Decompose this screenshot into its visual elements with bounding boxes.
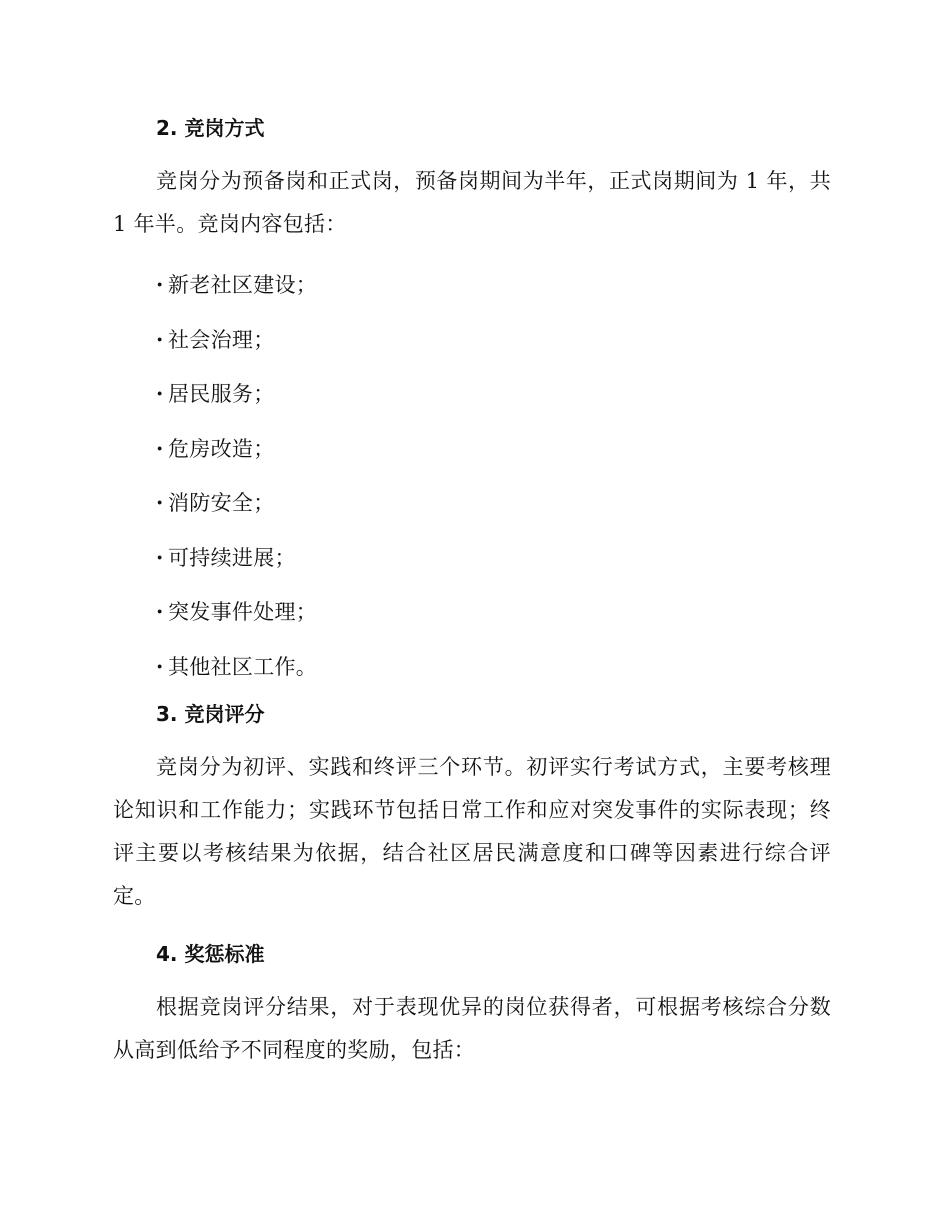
list-item bbox=[113, 313, 831, 368]
list-item bbox=[113, 640, 831, 695]
paragraph-competition-method: 竞岗分为预备岗和正式岗，预备岗期间为半年，正式岗期间为 1 年，共 1 年半。竞岗内容包括： bbox=[113, 169, 831, 236]
section-heading-competition-scoring: 3. 竞岗评分 bbox=[156, 702, 265, 726]
bullet-icon: · bbox=[156, 272, 164, 297]
list-item-text: 社会治理； bbox=[168, 327, 275, 352]
list-item bbox=[113, 476, 831, 531]
bullet-icon: · bbox=[156, 544, 164, 570]
list-item bbox=[113, 531, 831, 586]
section-heading-reward-standards: 4. 奖惩标准 bbox=[156, 942, 265, 966]
bullet-icon: · bbox=[156, 599, 164, 624]
bullet-icon: · bbox=[156, 326, 164, 352]
list-item bbox=[113, 258, 831, 313]
bullet-icon: · bbox=[156, 435, 164, 461]
section-heading-competition-method: 2. 竞岗方式 bbox=[156, 116, 265, 140]
bullet-icon: · bbox=[156, 490, 164, 515]
list-item bbox=[113, 585, 831, 640]
list-item-text: 其他社区工作。 bbox=[168, 654, 318, 679]
list-item-text: 新老社区建设； bbox=[168, 273, 318, 297]
bullet-icon: · bbox=[156, 653, 164, 679]
list-item-text: 危房改造； bbox=[168, 436, 275, 461]
document-body bbox=[113, 108, 831, 1072]
paragraph-reward-standards: 根据竞岗评分结果，对于表现优异的岗位获得者，可根据考核综合分数从高到低给予不同程度的奖励，包括： bbox=[113, 995, 831, 1062]
list-item bbox=[113, 367, 831, 422]
list-item-text: 消防安全； bbox=[168, 491, 275, 515]
list-item-text: 居民服务； bbox=[168, 382, 275, 406]
list-item-text: 可持续进展； bbox=[168, 545, 296, 570]
paragraph-competition-scoring: 竞岗分为初评、实践和终评三个环节。初评实行考试方式，主要考核理论知识和工作能力；实践环节包括日常工作和应对突发事件的实际表现；终评主要以考核结果为依据，结合社区居民满意度和口碑等因素进行综合评定。 bbox=[113, 755, 831, 908]
list-item bbox=[113, 422, 831, 477]
competition-content-list bbox=[113, 258, 831, 694]
list-item-text: 突发事件处理； bbox=[168, 600, 318, 624]
bullet-icon: · bbox=[156, 381, 164, 406]
